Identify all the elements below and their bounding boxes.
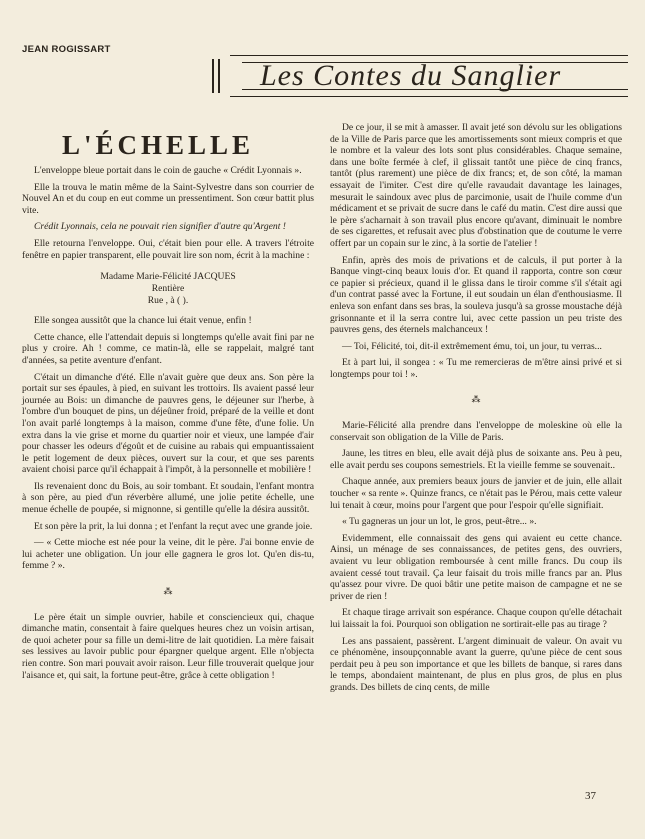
paragraph: Elle songea aussitôt que la chance lui était venue, enfin ! (34, 315, 252, 327)
paragraph: C'était un dimanche d'été. Elle n'avait guère que deux ans. Son père la portait sur ses épaules, à pied, en suivant les trottoirs. Ils avaient passé leur journée au Bois: un dimanche de pauvres gens, le déjeuner sur l'herbe, à l'ombre d'un bouquet de pins, un déjeûner froid, préparé de la veille et dont l'on avait parlé longtemps à la maison, comme d'une fête, d'une folie. Un extra dans la vie grise et morne du quartier noir et vieux, une lampée d'air pour chasser les odeurs d'égoût et de cuisine au rabais qui empuantissaient le petit logement de deux pièces, ouvert sur la cour, et que ses parents avaient choisi parce qu'il échappait à l'impôt, à la personnelle et mobilière ! (22, 371, 314, 476)
paragraph: Ils revenaient donc du Bois, au soir tombant. Et soudain, l'enfant montra à son père, au pied d'un réverbère allumé, une jolie petite échelle, une menue échelle de poupée, si mignonne, si gentille qu'elle la désira aussitôt. (22, 480, 314, 516)
paragraph: Chaque année, aux premiers beaux jours de janvier et de juin, elle allait toucher « sa rente ». Quinze francs, ce n'était pas le Pérou, mais cette valeur lui tenait à cœur, moins pour l'argent que pour l'espoir qu'elle signifiait. (330, 476, 622, 511)
page-number: 37 (585, 790, 596, 802)
paragraph: Marie-Félicité alla prendre dans l'enveloppe de moleskine où elle la conservait son obligation de la Ville de Paris. (330, 420, 622, 443)
paragraph: Et son père la prit, la lui donna ; et l'enfant la reçut avec une grande joie. (34, 520, 313, 532)
italic-text: Crédit Lyonnais, cela ne pouvait rien signifier d'autre qu'Argent ! (34, 221, 286, 233)
paragraph: Elle retourna l'enveloppe. Oui, c'était bien pour elle. A travers l'étroite fenêtre en papier transparent, elle pouvait lire son nom, écrit à la machine : (22, 237, 314, 261)
section-separator: ⁂ (471, 394, 481, 405)
paragraph: Evidemment, elle connaissait des gens qui avaient eu cette chance. Ainsi, un ménage de ses connaissances, de petites gens, des ouvriers, avaient vu leur obligation remboursée à cent mille francs. Du coup ils avaient cessé tout travail. Ça leur faisait du trois mille francs par an. Plus qu'assez pour vivre. De quoi bâtir une petite maison de campagne et ne se priver de rien ! (330, 532, 622, 602)
series-title: Les Contes du Sanglier (260, 59, 562, 92)
paragraph: Le père était un simple ouvrier, habile et consciencieux qui, chaque dimanche matin, consentait à faire quelques heures chez un voisin artisan, de quoi acheter pour sa fille un demi-litre de lait quotidien. La mère faisait ses lessives au lavoir public pour épargner quelque argent. Elle n'objecta rien contre. Son mari pouvait avoir raison. Leur fille trouverait quelque jour l'aisance et, qui sait, la fortune peut-être, grâce à cette obligation ! (22, 611, 314, 681)
paragraph: — « Cette mioche est née pour la veine, dit le père. J'ai bonne envie de lui acheter une obligation. Un jour elle gagnera le gros lot. Qu'en dis-tu, femme ? ». (22, 537, 314, 572)
author-name: JEAN ROGISSART (22, 44, 111, 55)
paragraph: Enfin, après des mois de privations et de calculs, il put porter à la Banque vingt-cinq beaux louis d'or. Et quand il rapporta, contre son cœur ce papier si précieux, quand il le glissa dans le tiroir comme s'il s'était agi d'un contrat passé avec la Fortune, il eut soudain un élan d'enthousiasme. Il enleva son enfant dans ses bras, la souleva jusqu'à sa grosse moustache déjà grisonnante et il la serra contre lui, avec cette passion un peu triste des pauvres gens, des éternels malchanceux ! (330, 254, 622, 336)
address-block (22, 271, 314, 307)
paragraph: Cette chance, elle l'attendait depuis si longtemps qu'elle avait fini par ne plus y croire. Ah ! comme, ce matin-là, elle se rappelait, malgré tant d'années, sa petite aventure d'enfant. (22, 331, 314, 366)
banner-rule-left (212, 59, 214, 93)
banner-rule-left-inner (218, 59, 220, 93)
paragraph: Jaune, les titres en bleu, elle avait déjà plus de soixante ans. Peu à peu, elle avait perdu ses coupons semestriels. Et la vieille femme se souvenait.. (330, 448, 622, 471)
paragraph: L'enveloppe bleue portait dans le coin de gauche « Crédit Lyonnais ». (34, 165, 302, 176)
text-column-right (330, 122, 622, 699)
paragraph (22, 221, 314, 233)
paragraph: « Tu gagneras un jour un lot, le gros, peut-être... ». (342, 516, 537, 528)
paragraph: Et à part lui, il songea : « Tu me remercieras de m'être ainsi privé et si longtemps pour toi ! ». (330, 357, 622, 380)
story-title: L'ÉCHELLE (62, 130, 255, 160)
address-street: Rue , à ( ). (147, 295, 189, 307)
paragraph: Elle la trouva le matin même de la Saint-Sylvestre dans son courrier de Nouvel An et du coup en eut comme un pressentiment. Son cœur battit plus vite. (22, 181, 314, 216)
address-title: Rentière (151, 283, 185, 295)
text-column-left (22, 165, 314, 686)
section-separator: ⁂ (163, 586, 173, 597)
paragraph: Les ans passaient, passèrent. L'argent diminuait de valeur. On avait vu ce phénomène, insoupçonnable avant la guerre, qu'une pièce de cent sous perdait peu à peu son importance et que les billets de banque, si rares dans le temps, abondaient maintenant, de plus en plus gros, de plus en plus grands. Des billets de cinq cents, de mille (330, 635, 622, 693)
series-banner (212, 55, 628, 97)
paragraph: — Toi, Félicité, toi, dit-il extrêmement ému, toi, un jour, tu verras... (342, 340, 602, 352)
address-name: Madame Marie-Félicité JACQUES (100, 271, 236, 283)
paragraph: Et chaque tirage arrivait son espérance. Chaque coupon qu'elle détachait lui laissait la foi. Pourquoi son obligation ne sortirait-elle pas au tirage ? (330, 607, 622, 630)
paragraph: De ce jour, il se mit à amasser. Il avait jeté son dévolu sur les obligations de la Ville de Paris parce que les amortissements sont mieux compris et que le nombre et la valeur des lots sont plus considérables. Chaque semaine, dans une boîte fermée à clef, il glissait tantôt une pièce de cinq francs, tantôt (plus rarement) une pièce de dix francs; et, de son côté, la maman essayait de l'imiter. C'est dire qu'elle ravaudait davantage les lainages, mesurait le saindoux avec plus de parcimonie, usait de l'huile comme d'un médicament et se privait de sucre dans le café du matin. C'est dire aussi que le père s'acharnait à son travail plus encore qu'avant, diminuait le nombre de ses cigarettes, et refusait avec plus d'obstination que de coutume le verre offert par un copain sur le zinc, à la sortie de l'atelier ! (330, 122, 622, 249)
